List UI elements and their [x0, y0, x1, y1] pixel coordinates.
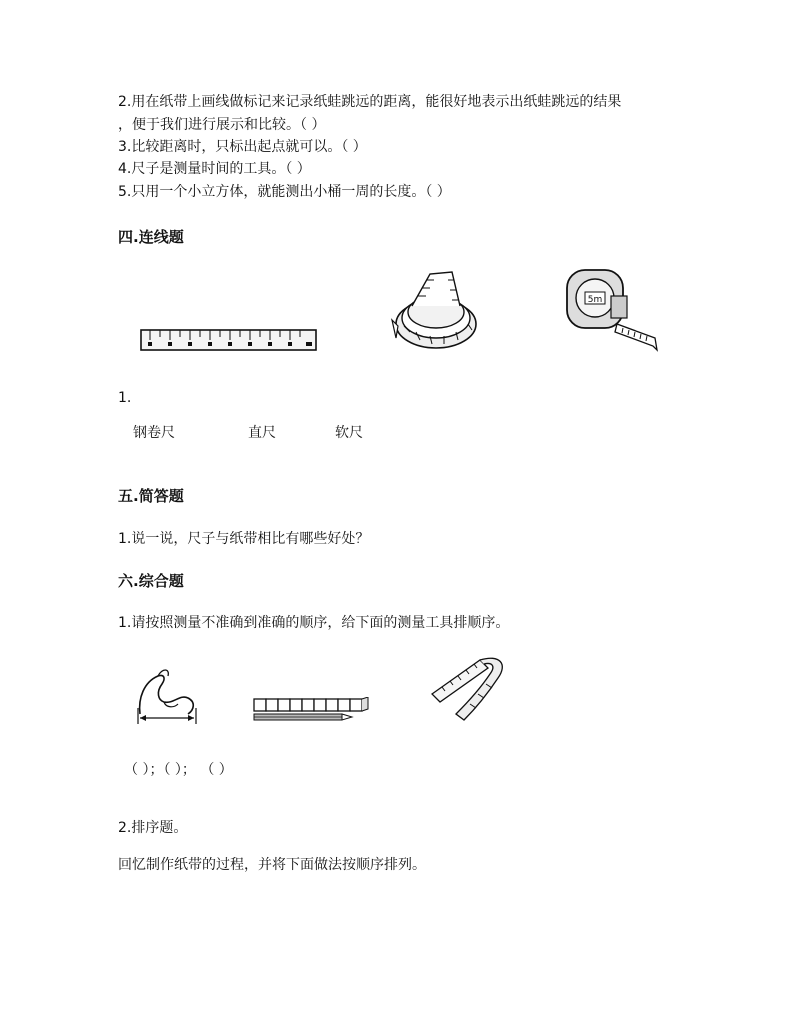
svg-text:5m: 5m — [587, 295, 603, 305]
cube-row-pencil-icon — [252, 697, 372, 725]
question-6-2: 2.排序题。 — [118, 820, 188, 836]
hand-span-icon — [134, 664, 200, 728]
question-5-1: 1.说一说，尺子与纸带相比有哪些好处？ — [118, 531, 370, 547]
question-6-1: 1.请按照测量不准确到准确的顺序，给下面的测量工具排顺序。 — [118, 615, 510, 631]
question-4-1-number: 1. — [118, 390, 132, 406]
question-6-1-answer-blanks: （ ）；（ ）； （ ） — [124, 762, 233, 778]
straight-ruler-icon — [140, 328, 318, 352]
section-6-heading: 六.综合题 — [118, 572, 184, 590]
question-3-5: 5.只用一个小立方体，就能测出小桶一周的长度。（ ） — [118, 184, 451, 200]
match-label-soft-ruler: 软尺 — [335, 425, 363, 441]
section-4-heading: 四.连线题 — [118, 228, 184, 246]
question-3-3: 3.比较距离时，只标出起点就可以。（ ） — [118, 139, 367, 155]
question-3-4: 4.尺子是测量时间的工具。（ ） — [118, 161, 311, 177]
soft-ruler-icon — [428, 654, 510, 726]
steel-tape-measure-icon — [565, 266, 661, 358]
section-5-heading: 五.简答题 — [118, 487, 184, 505]
match-label-straight-ruler: 直尺 — [248, 425, 276, 441]
soft-tape-measure-icon — [390, 266, 482, 356]
question-3-2-line1: 2.用在纸带上画线做标记来记录纸蛙跳远的距离，能很好地表示出纸蛙跳远的结果 — [118, 94, 622, 110]
question-6-2-description: 回忆制作纸带的过程，并将下面做法按顺序排列。 — [118, 857, 426, 873]
match-label-steel-tape: 钢卷尺 — [133, 425, 175, 441]
question-3-2-line2: ，便于我们进行展示和比较。（ ） — [118, 117, 326, 133]
